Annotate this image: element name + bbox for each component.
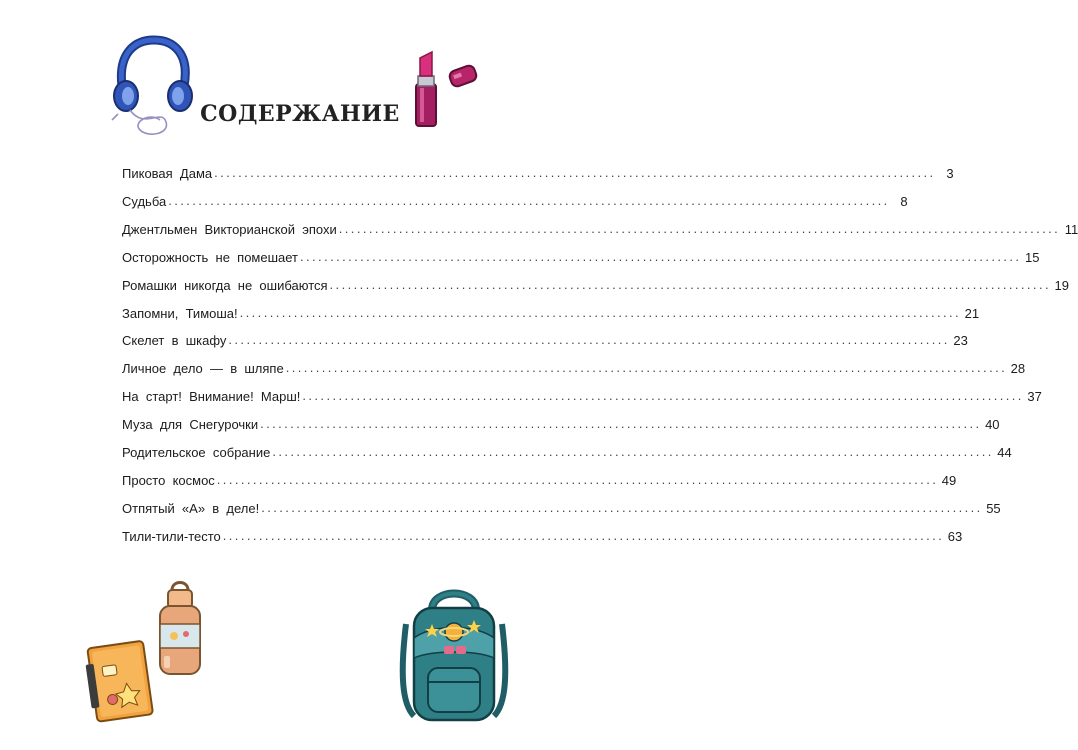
toc-entry-page-number: 11 bbox=[1064, 221, 1078, 237]
toc-leader-dots: ........................................................................................................................ bbox=[222, 527, 945, 543]
toc-entry[interactable] bbox=[122, 467, 957, 489]
toc-entry-page-number: 21 bbox=[964, 305, 980, 321]
toc-entry[interactable] bbox=[122, 495, 1001, 517]
toc-entry-page-number: 63 bbox=[947, 528, 963, 544]
toc-entry-title: Судьба bbox=[122, 193, 167, 209]
toc-entry-page-number: 15 bbox=[1024, 249, 1040, 265]
toc-entry-title: Муза для Снегурочки bbox=[122, 417, 259, 433]
toc-entry[interactable] bbox=[122, 383, 1042, 405]
toc-entry-page-number: 37 bbox=[1027, 389, 1042, 405]
toc-entry-title: Ромашки никогда не ошибаются bbox=[122, 277, 328, 293]
toc-entry[interactable] bbox=[122, 411, 1000, 433]
toc-entry[interactable] bbox=[122, 272, 1069, 294]
toc-leader-dots: ........................................................................................................................ bbox=[338, 220, 1061, 236]
toc-entry[interactable] bbox=[122, 523, 963, 545]
toc-entry-page-number: 23 bbox=[953, 333, 968, 349]
toc-entry-page-number: 55 bbox=[986, 500, 1001, 516]
toc-entry[interactable] bbox=[122, 327, 968, 349]
toc-leader-dots: ........................................................................................................................ bbox=[168, 192, 890, 208]
toc-leader-dots: ........................................................................................................................ bbox=[216, 471, 939, 487]
toc-leader-dots: ........................................................................................................................ bbox=[302, 388, 1024, 404]
toc-entry[interactable] bbox=[122, 439, 1012, 461]
toc-leader-dots: ........................................................................................................................ bbox=[285, 360, 1008, 376]
toc-entry-title: Скелет в шкафу bbox=[122, 333, 227, 349]
toc-entry-title: Запомни, Тимоша! bbox=[122, 305, 238, 321]
toc-leader-dots: ........................................................................................................................ bbox=[239, 304, 962, 320]
toc-entry-title: Отпятый «А» в деле! bbox=[122, 500, 260, 516]
notebook-icon bbox=[82, 634, 162, 726]
toc-entry[interactable] bbox=[122, 300, 980, 322]
page-title: СОДЕРЖАНИЕ bbox=[200, 100, 400, 127]
toc-leader-dots: ........................................................................................................................ bbox=[214, 165, 936, 180]
toc-leader-dots: ........................................................................................................................ bbox=[329, 276, 1051, 292]
toc-entry-title: Тили-тили-тесто bbox=[122, 528, 221, 544]
toc-entry[interactable] bbox=[122, 188, 908, 210]
toc-entry-page-number: 40 bbox=[985, 417, 1000, 433]
toc-entry-page-number: 19 bbox=[1054, 277, 1069, 293]
toc-entry-page-number: 3 bbox=[946, 166, 954, 181]
toc-entry-page-number: 8 bbox=[900, 193, 908, 209]
toc-entry[interactable] bbox=[122, 244, 1040, 266]
toc-entry-title: Джентльмен Викторианской эпохи bbox=[122, 221, 337, 237]
backpack-icon bbox=[392, 584, 516, 724]
toc-leader-dots: ........................................................................................................................ bbox=[272, 444, 994, 459]
toc-entry-page-number: 28 bbox=[1010, 361, 1026, 377]
toc-entry[interactable] bbox=[122, 160, 954, 182]
toc-entry-title: Личное дело — в шляпе bbox=[122, 361, 284, 377]
toc-entry-page-number: 44 bbox=[997, 445, 1012, 460]
toc-entry-title: Просто космос bbox=[122, 472, 215, 488]
toc-entry-title: Пиковая Дама bbox=[122, 166, 213, 181]
toc-leader-dots: ........................................................................................................................ bbox=[261, 499, 983, 515]
toc-entry[interactable] bbox=[122, 355, 1026, 377]
toc-entry-title: На старт! Внимание! Марш! bbox=[122, 389, 301, 405]
toc-entry-title: Родительское собрание bbox=[122, 445, 271, 460]
toc-entry-page-number: 49 bbox=[941, 472, 957, 488]
toc-leader-dots: ........................................................................................................................ bbox=[300, 248, 1022, 264]
toc-entry-title: Осторожность не помешает bbox=[122, 249, 299, 265]
toc-leader-dots: ........................................................................................................................ bbox=[260, 416, 982, 432]
toc-entry[interactable] bbox=[122, 216, 1078, 238]
toc-leader-dots: ........................................................................................................................ bbox=[228, 332, 950, 348]
